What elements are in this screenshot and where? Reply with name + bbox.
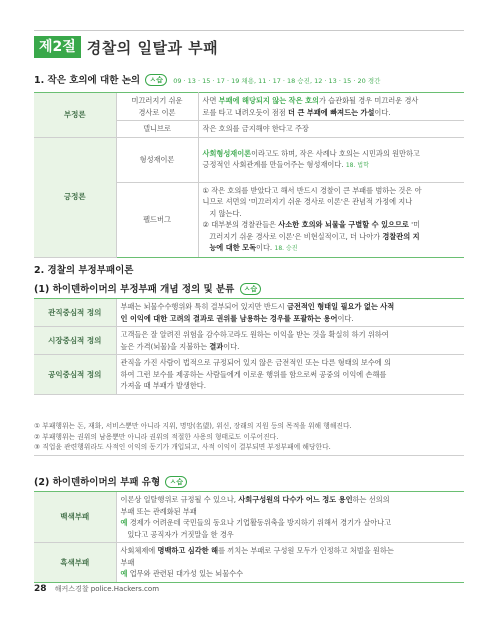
description-cell: 이론상 일탈행위로 규정될 수 있으나, 사회구성원의 다수가 어느 정도 용인하는 선의의 부패 또는 관례화된 부패 예 경제가 어려운데 국민들의 동요나 기업활동위축을 방지하기 위해서 경기가 살아나고 있다고 공직자가 거짓말을 한 경우 [116,492,464,543]
subcategory-cell: 델니브로 [116,121,198,138]
note-item: ③ 직업윤 관련행위라도 사적인 이익의 동기가 개입되고, 사적 이익이 결부되면 부정부패에 해당한다. [34,443,331,451]
subcategory-cell: 미끄러지기 쉬운 경사로 이론 [116,93,198,121]
section1-heading [34,72,380,86]
subsection2-tag: ㅅ습 [165,476,187,488]
section1-title: 1. 작은 호의에 대한 논의 [34,75,141,86]
table-row [34,492,464,543]
table-row [34,299,464,327]
description-cell: 사면 부패에 해당되지 않는 작은 호의가 습관화될 경우 미끄러운 경사 로를 타고 내려오듯이 점점 더 큰 부패에 빠져드는 가설이다. [198,93,464,121]
chapter-badge: 제2절 [34,36,81,58]
description-cell: 고객들은 잘 알려진 위험을 감수하고라도 원하는 이익을 받는 것을 확실히 하기 위하여 높은 가격(뇌물)을 지불하는 결과이다. [116,327,464,355]
section2-title: 2. 경찰의 부정부패이론 [34,265,134,276]
footer-text: 해커스경찰 police.Hackers.com [54,585,160,593]
category-cell: 흑색부패 [34,543,116,583]
table-row [34,543,464,583]
category-cell: 시장중심적 정의 [34,327,116,355]
section1-source: 09 · 13 · 15 · 17 · 19 채용, 11 · 17 · 18 승진, 12 · 13 · 15 · 20 경간 [173,77,381,85]
page-footer [34,584,159,594]
definition-notes [34,421,464,456]
description-cell: ① 작은 호의를 받았다고 해서 반드시 경찰이 큰 부패를 범하는 것은 아 니므로 셔먼의 '미끄러지기 쉬운 경사로 이론'은 관념적 가정에 지나 지 않는다. ② 대부분의 경찰관들은 사소한 호의와 뇌물을 구별할 수 있으므로 '미 끄러지기 쉬운 경사로 이론'은 비현실적이고, 더 나아가 경찰관의 지 능에 대한 모독이다. 18. 승진 [198,182,464,257]
table-row [34,137,464,182]
description-cell: 부패는 뇌물수수행위와 특히 결부되어 있지만 반드시 금전적인 형태일 필요가 없는 사적 인 이익에 대한 고려의 결과로 권위를 남용하는 경우를 포괄하는 용어이다. [116,299,464,327]
subsection1-heading [34,281,261,295]
category-cell: 백색부패 [34,492,116,543]
description-cell: 관직을 가진 사람이 법적으로 규정되어 있지 않은 금전적인 또는 다른 형태의 보수에 의 하여 그런 보수를 제공하는 사람들에게 이로운 행위를 함으로써 공중의 이익에 손해를 가져올 때 부패가 발생한다. [116,355,464,395]
subsection1-title: (1) 하이덴하이머의 부정부패 개념 정의 및 분류 [34,284,235,295]
subcategory-cell: 형성재이론 [116,137,198,182]
top-rule [34,30,464,31]
table-row [34,327,464,355]
category-cell: 공익중심적 정의 [34,355,116,395]
category-cell: 관직중심적 정의 [34,299,116,327]
corruption-type-table [34,491,464,583]
description-cell: 작은 호의를 금지해야 한다고 주장 [198,121,464,138]
description-cell: 사회형성재이론이라고도 하며, 작은 사례나 호의는 시민과의 원만하고 긍정적인 사회관계를 만들어주는 형성재이다. 18. 법학 [198,137,464,182]
page-number: 28 [34,584,47,594]
category-cell: 긍정론 [34,137,116,257]
description-cell: 사회체제에 명백하고 심각한 해를 끼치는 부패로 구성원 모두가 인정하고 처벌을 원하는 부패 예 업무와 관련된 대가성 있는 뇌물수수 [116,543,464,583]
subcategory-cell: 펠드버그 [116,182,198,257]
section1-table [34,92,464,258]
subsection1-tag: ㅅ습 [240,283,262,295]
chapter-title: 경찰의 일탈과 부패 [86,38,219,57]
subsection2-heading [34,474,187,488]
section1-tag: ㅅ습 [145,74,167,86]
table-row [34,355,464,395]
example-marker: 예 [120,569,128,578]
category-cell: 부정론 [34,93,116,138]
example-marker: 예 [120,518,128,527]
subsection2-title: (2) 하이덴하이머의 부패 유형 [34,477,161,488]
chapter-heading [34,35,218,59]
table-row [34,93,464,121]
definition-table [34,298,464,395]
note-item: ② 부패행위는 권위의 남용뿐만 아니라 권위의 적절한 사용의 형태로도 이루어진다. [34,432,279,441]
note-item: ① 부패행위는 돈, 재화, 서비스뿐만 아니라 지위, 명망(名望), 위신, 장래의 지원 등의 목적을 위해 행해진다. [34,422,352,430]
